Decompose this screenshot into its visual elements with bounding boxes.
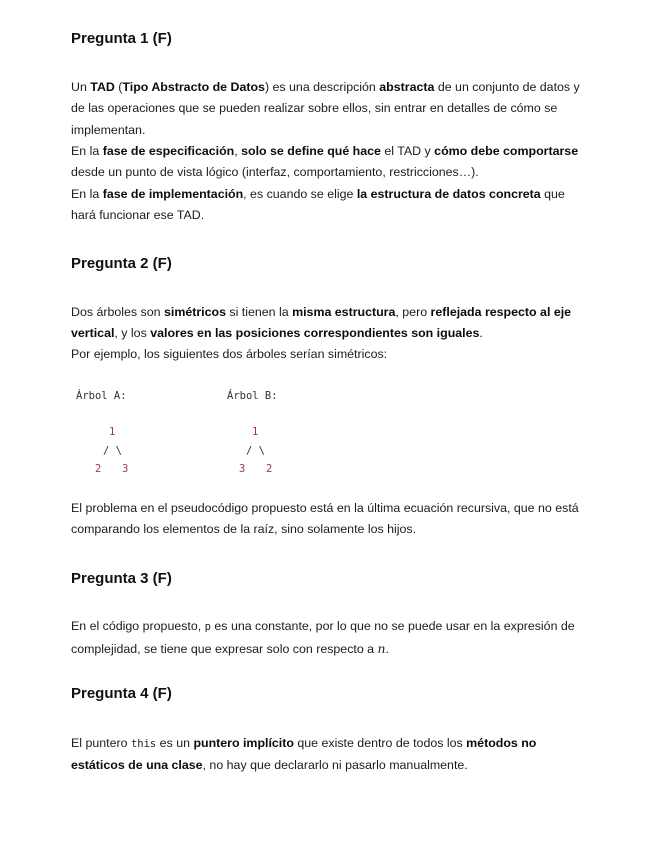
inline-code-p: p (204, 621, 211, 633)
q1-paragraph-3: En la fase de implementación, es cuando se elige la estructura de datos concreta que hará funcionar ese TAD. (71, 187, 565, 223)
math-n: n (377, 641, 386, 657)
q2-paragraph-1: Dos árboles son simétricos si tienen la misma estructura, pero reflejada respecto al eje vertical, y los valores en las posiciones correspondientes son iguales. (71, 305, 572, 341)
tree-a-label: Árbol A: (76, 390, 127, 402)
question-1-title: Pregunta 1 (F) (71, 30, 172, 47)
q1-paragraph-2: En la fase de especificación, solo se define qué hace el TAD y cómo debe comportarse desde un punto de vista lógico (interfaz, comportamiento, restricciones…). (71, 144, 579, 180)
tree-b-left: 3 (239, 463, 246, 475)
tree-b-label: Árbol B: (227, 390, 278, 402)
q1-paragraph-1: Un TAD (Tipo Abstracto de Datos) es una descripción abstracta de un conjunto de datos y de las operaciones que se pueden realizar sobre ellos, sin entrar en detalles de cómo se implementan. (71, 80, 580, 137)
tree-b-edges: / \ (246, 445, 265, 457)
q3-paragraph-1: En el código propuesto, p es una constante, por lo que no se puede usar en la expresión de complejidad, se tiene que expresar solo con respecto a n. (71, 619, 575, 657)
tree-a-root: 1 (109, 426, 116, 438)
question-4-title: Pregunta 4 (F) (71, 685, 172, 702)
tree-b-right: 2 (266, 463, 273, 475)
q4-paragraph-1: El puntero this es un puntero implícito que existe dentro de todos los métodos no estáticos de una clase, no hay que declararlo ni pasarlo manualmente. (71, 736, 537, 773)
tree-b-root: 1 (252, 426, 259, 438)
tree-a-edges: / \ (103, 445, 122, 457)
q2-paragraph-2: Por ejemplo, los siguientes dos árboles serían simétricos: (71, 347, 388, 361)
tree-a-right: 3 (122, 463, 129, 475)
q2-paragraph-3: El problema en el pseudocódigo propuesto está en la última ecuación recursiva, que no está comparando los elementos de la raíz, sino solamente los hijos. (71, 501, 579, 537)
tree-a-left: 2 (95, 463, 102, 475)
question-2-title: Pregunta 2 (F) (71, 255, 172, 272)
question-3-title: Pregunta 3 (F) (71, 570, 172, 587)
inline-code-this: this (130, 738, 157, 750)
